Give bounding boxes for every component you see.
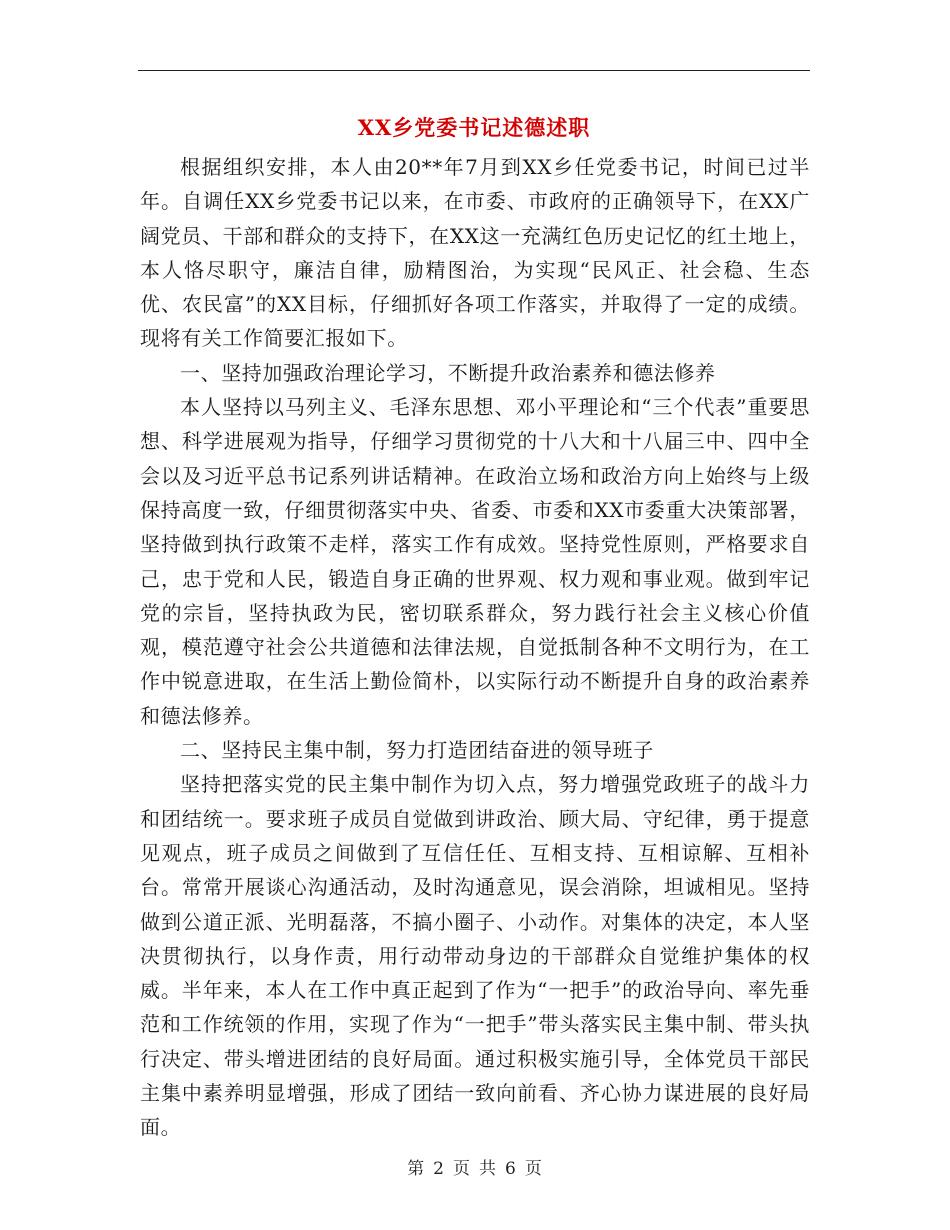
section-heading-1: 一、坚持加强政治理论学习，不断提升政治素养和德法修养 (180, 360, 716, 385)
document-title: XX乡党委书记述德述职 (357, 115, 591, 140)
footer-page-prefix: 第 (407, 1159, 426, 1179)
footer-total-pages: 6 (505, 1159, 517, 1179)
page-footer (0, 1154, 950, 1179)
header-rule (138, 70, 810, 71)
document-body (140, 150, 810, 1145)
section-heading-2: 二、坚持民主集中制，努力打造团结奋进的领导班子 (180, 738, 654, 763)
section-paragraph-2: 坚持把落实党的民主集中制作为切入点，努力增强党政班子的战斗力和团结统一。要求班子成员自觉做到讲政治、顾大局、守纪律，勇于提意见观点，班子成员之间做到了互信任任、互相支持、互相谅解、互相补台。常常开展谈心沟通活动，及时沟通意见，误会消除，坦诚相见。坚持做到公道正派、光明磊落，不搞小圈子、小动作。对集体的决定，本人坚决贯彻执行，以身作责，用行动带动身边的干部群众自觉维护集体的权威。半年来，本人在工作中真正起到了作为“一把手”的政治导向、率先垂范和工作统领的作用，实现了作为“一把手”带头落实民主集中制、带头执行决定、带头增进团结的良好局面。通过积极实施引导，全体党员干部民主集中素养明显增强，形成了团结一致向前看、齐心协力谋进展的良好局面。 (140, 772, 810, 1140)
footer-page-number: 2 (433, 1159, 445, 1179)
intro-paragraph: 根据组织安排，本人由20**年7月到XX乡任党委书记，时间已过半年。自调任XX乡党委书记以来，在市委、市政府的正确领导下，在XX广阔党员、干部和群众的支持下，在XX这一充满红色历史记忆的红土地上，本人恪尽职守，廉洁自律，励精图治，为实现“民风正、社会稳、生态优、农民富”的XX目标，仔细抓好各项工作落实，并取得了一定的成绩。现将有关工作简要汇报如下。 (140, 155, 810, 351)
footer-page-label: 页 (453, 1159, 471, 1179)
footer-total-label: 页 (524, 1159, 543, 1179)
footer-total-prefix: 共 (479, 1159, 497, 1179)
section-paragraph-1: 本人坚持以马列主义、毛泽东思想、邓小平理论和“三个代表”重要思想、科学进展观为指导，仔细学习贯彻党的十八大和十八届三中、四中全会以及习近平总书记系列讲话精神。在政治立场和政治方向上始终与上级保持高度一致，仔细贯彻落实中央、省委、市委和XX市委重大决策部署，坚持做到执行政策不走样，落实工作有成效。坚持党性原则，严格要求自己，忠于党和人民，锻造自身正确的世界观、权力观和事业观。做到牢记党的宗旨，坚持执政为民，密切联系群众，努力践行社会主义核心价值观，模范遵守社会公共道德和法律法规，自觉抵制各种不文明行为，在工作中锐意进取，在生活上勤俭简朴，以实际行动不断提升自身的政治素养和德法修养。 (140, 395, 810, 728)
